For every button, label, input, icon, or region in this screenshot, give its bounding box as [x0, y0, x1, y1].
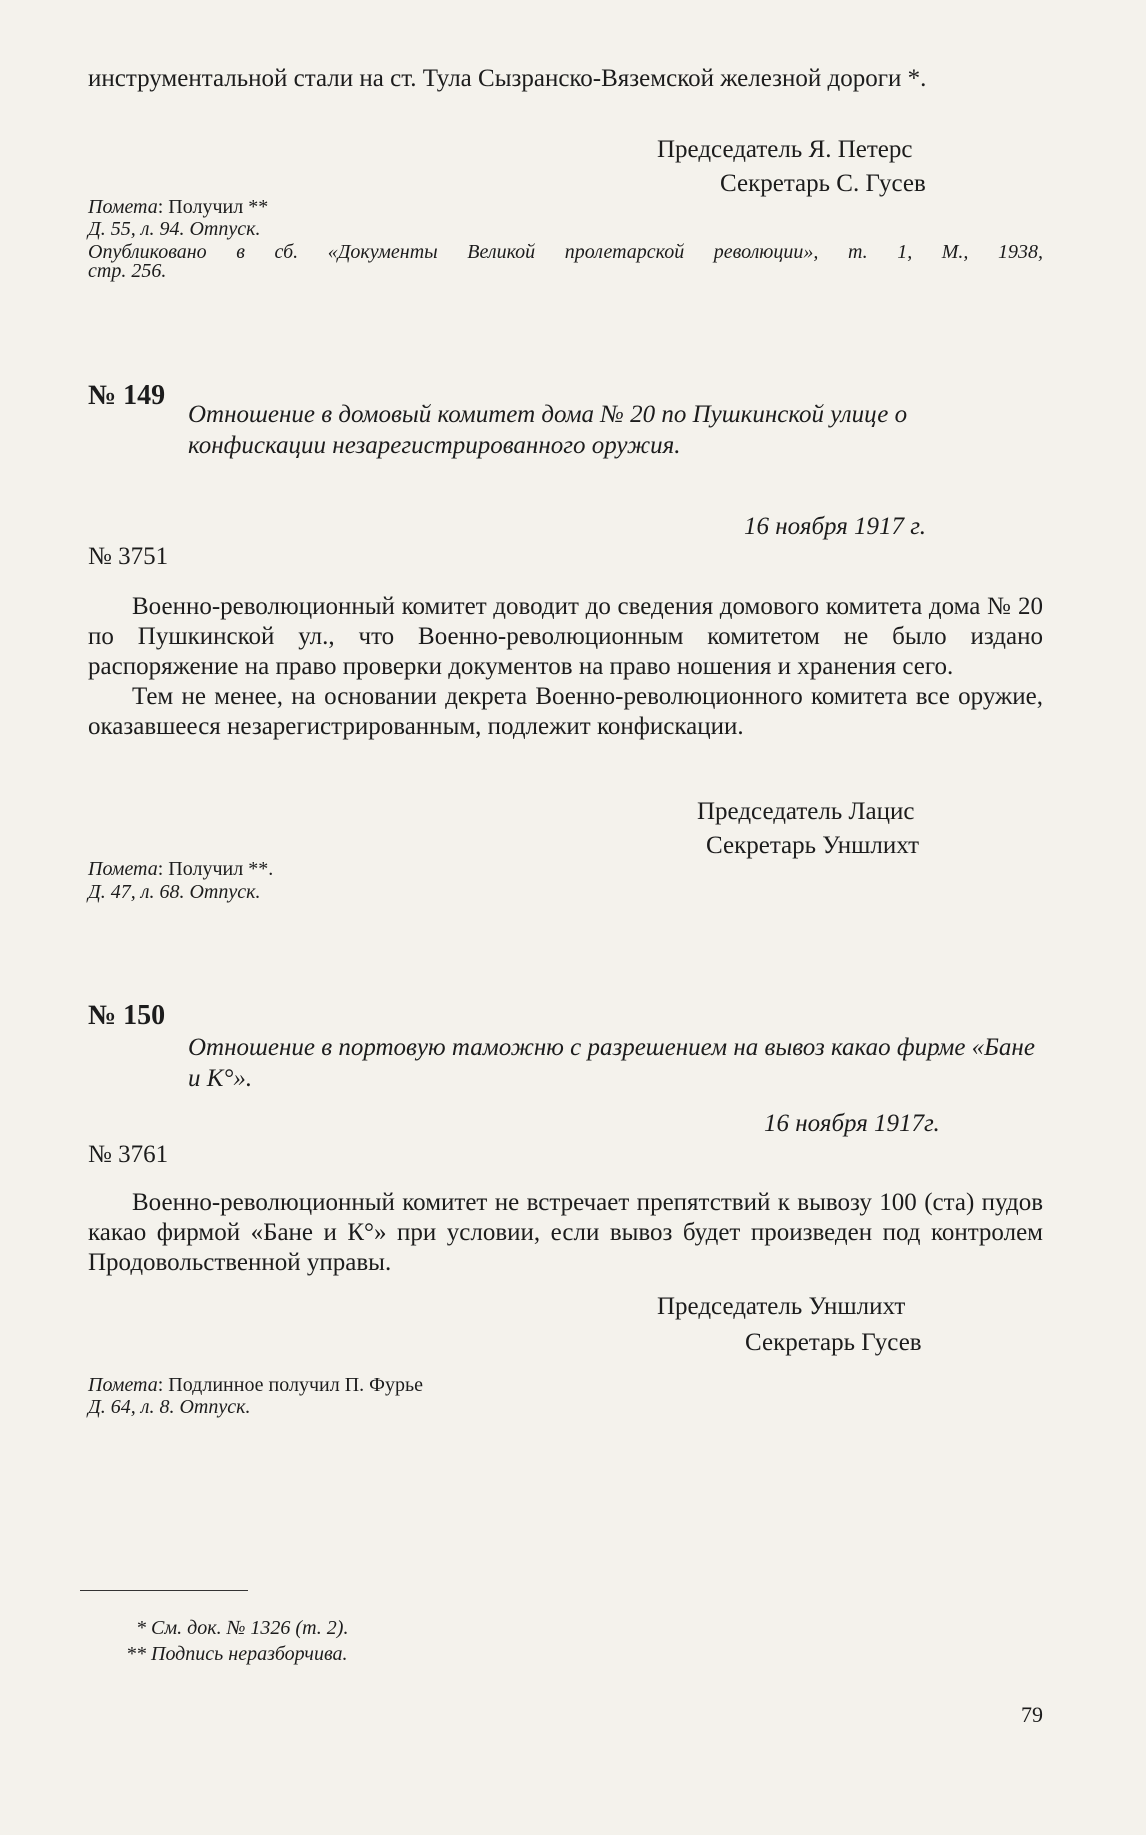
archive-reference: Д. 64, л. 8. Отпуск. — [88, 1396, 251, 1418]
page-number: 79 — [1021, 1702, 1043, 1727]
footnote-mark: ** — [126, 1643, 146, 1665]
mark-note-text: : Подлинное получил П. Фурье — [157, 1374, 423, 1396]
mark-note-text: : Получил **. — [157, 858, 274, 880]
document-number: № 150 — [88, 1000, 166, 1031]
mark-note — [88, 858, 273, 880]
chairman-signature: Председатель Я. Петерс — [657, 136, 913, 163]
footnote-mark: * — [136, 1617, 146, 1639]
chairman-signature: Председатель Уншлихт — [657, 1293, 906, 1320]
document-date: 16 ноября 1917 г. — [744, 513, 926, 540]
document-body — [88, 1188, 1043, 1278]
footnote-text: Подпись неразборчива. — [151, 1643, 348, 1665]
footnote-text: См. док. № 1326 (т. 2). — [151, 1617, 349, 1639]
document-title: Отношение в портовую таможню с разрешением на вывоз какао фирме «Бане и К°». — [188, 1034, 1035, 1092]
continuation-text: инструментальной стали на ст. Тула Сызранско-Вяземской железной дороги *. — [88, 65, 927, 92]
secretary-signature: Секретарь С. Гусев — [720, 170, 926, 197]
secretary-signature: Секретарь Уншлихт — [706, 832, 920, 859]
document-date: 16 ноября 1917г. — [764, 1110, 940, 1137]
mark-note-label: Помета — [88, 196, 158, 218]
chairman-signature: Председатель Лацис — [697, 798, 915, 825]
publication-pages: стр. 256. — [88, 260, 167, 282]
footnote-2 — [126, 1642, 348, 1666]
mark-note — [88, 196, 268, 218]
mark-note-label: Помета — [88, 1374, 158, 1396]
registration-number: № 3751 — [88, 543, 169, 570]
mark-note — [88, 1374, 423, 1396]
document-body — [88, 592, 1043, 742]
mark-note-label: Помета — [88, 858, 158, 880]
footnote-1 — [136, 1616, 348, 1640]
publication-reference: Опубликовано в сб. «Документы Великой пролетарской революции», т. 1, М., 1938, — [88, 241, 1043, 263]
mark-note-text: : Получил ** — [157, 196, 269, 218]
body-paragraph-1: Военно-революционный комитет не встречает препятствий к вывозу 100 (ста) пудов какао фирмой «Бане и К°» при условии, если вывоз будет произведен под контролем Продовольственной управы. — [88, 1189, 1043, 1276]
archive-reference: Д. 55, л. 94. Отпуск. — [88, 218, 261, 240]
body-paragraph-1: Военно-революционный комитет доводит до сведения домового комитета дома № 20 по Пушкинской ул., что Военно-революционным комитетом не было издано распоряжение на право проверки документов на право ношения и хранения сего. — [88, 593, 1043, 680]
registration-number: № 3761 — [88, 1141, 169, 1168]
continuation-paragraph — [88, 64, 1043, 94]
document-title: Отношение в домовый комитет дома № 20 по Пушкинской улице о конфискации незарегистрированного оружия. — [188, 401, 908, 459]
footnote-divider — [80, 1590, 248, 1591]
archive-reference: Д. 47, л. 68. Отпуск. — [88, 881, 261, 903]
secretary-signature: Секретарь Гусев — [745, 1329, 922, 1356]
body-paragraph-2: Тем не менее, на основании декрета Военно-революционного комитета все оружие, оказавшееся незарегистрированным, подлежит конфискации. — [88, 683, 1043, 740]
document-number: № 149 — [88, 380, 166, 411]
